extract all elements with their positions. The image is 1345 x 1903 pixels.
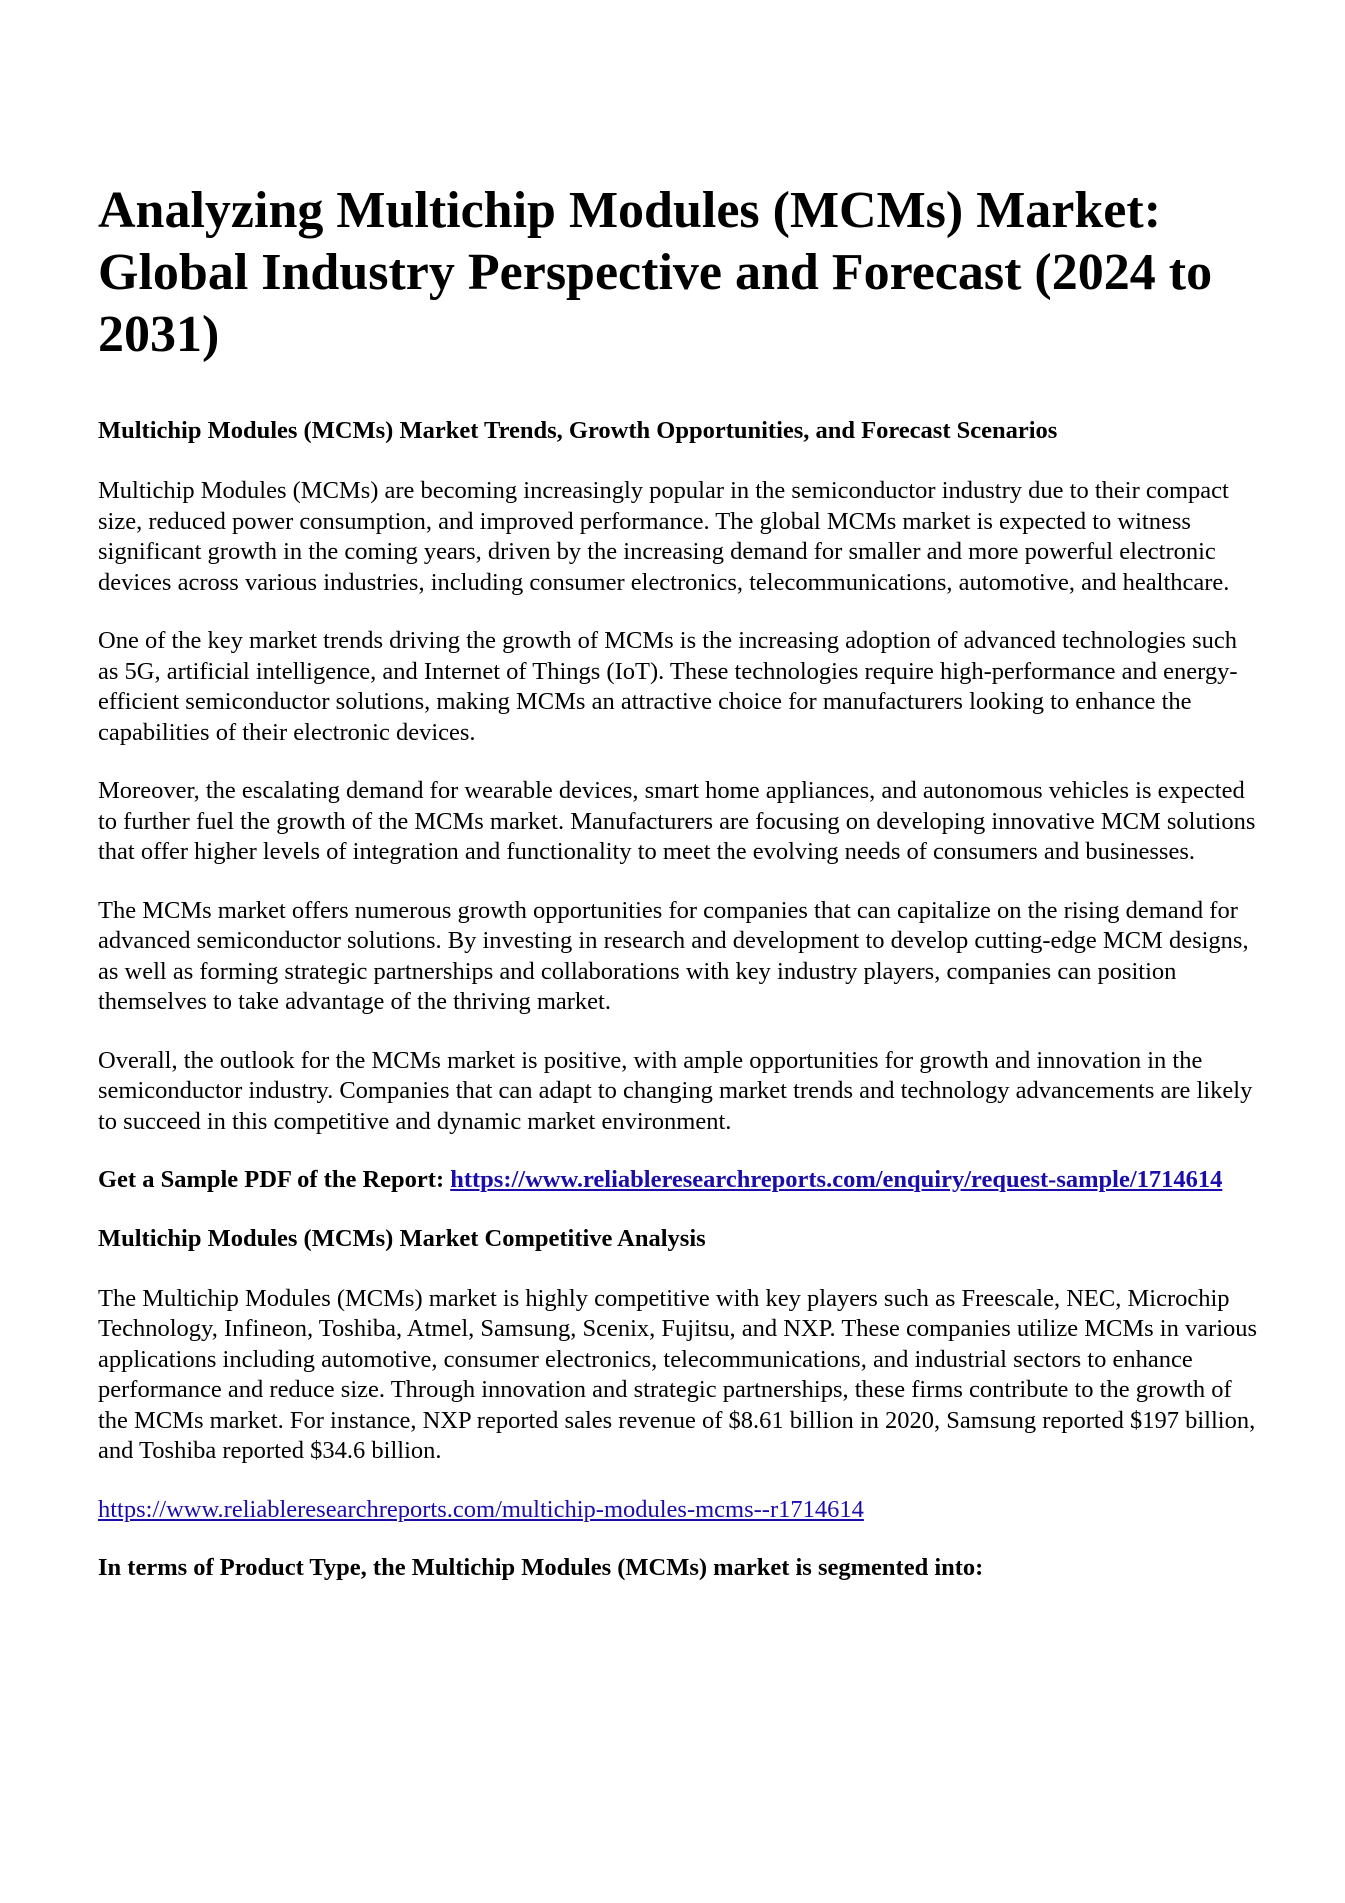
report-link-line bbox=[98, 1495, 1258, 1526]
report-link[interactable]: https://www.reliableresearchreports.com/multichip-modules-mcms--r1714614 bbox=[98, 1495, 864, 1523]
page-title: Analyzing Multichip Modules (MCMs) Market: Global Industry Perspective and Forecast (2024 to 2031) bbox=[98, 182, 1213, 363]
sample-pdf-line bbox=[98, 1165, 1258, 1196]
sample-pdf-label: Get a Sample PDF of the Report: bbox=[98, 1166, 451, 1193]
body-paragraph: One of the key market trends driving the growth of MCMs is the increasing adoption of advanced technologies such as 5G, artificial intelligence, and Internet of Things (IoT). These technologies require high-performance and energy-efficient semiconductor solutions, making MCMs an attractive choice for manufacturers looking to enhance the capabilities of their electronic devices. bbox=[98, 627, 1238, 746]
competitive-heading: Multichip Modules (MCMs) Market Competitive Analysis bbox=[98, 1224, 706, 1252]
body-paragraph: Moreover, the escalating demand for wearable devices, smart home appliances, and autonomous vehicles is expected to further fuel the growth of the MCMs market. Manufacturers are focusing on developing innovative MCM solutions that offer higher levels of integration and functionality to meet the evolving needs of consumers and businesses. bbox=[98, 777, 1256, 865]
product-type-heading: In terms of Product Type, the Multichip Modules (MCMs) market is segmented into: bbox=[98, 1554, 984, 1581]
sample-pdf-link[interactable]: https://www.reliableresearchreports.com/enquiry/request-sample/1714614 bbox=[450, 1166, 1223, 1193]
body-paragraph: Overall, the outlook for the MCMs market is positive, with ample opportunities for growth and innovation in the semiconductor industry. Companies that can adapt to changing market trends and technology advancements are likely to succeed in this competitive and dynamic market environment. bbox=[98, 1046, 1253, 1135]
body-paragraph: Multichip Modules (MCMs) are becoming increasingly popular in the semiconductor industry due to their compact size, reduced power consumption, and improved performance. The global MCMs market is expected to witness significant growth in the coming years, driven by the increasing demand for smaller and more powerful electronic devices across various industries, including consumer electronics, telecommunications, automotive, and healthcare. bbox=[98, 477, 1230, 596]
document-page bbox=[98, 180, 1258, 1613]
body-paragraph: The MCMs market offers numerous growth opportunities for companies that can capitalize on the rising demand for advanced semiconductor solutions. By investing in research and development to develop cutting-edge MCM designs, as well as forming strategic partnerships and collaborations with key industry players, companies can position themselves to take advantage of the thriving market. bbox=[98, 896, 1249, 1015]
competitive-paragraph: The Multichip Modules (MCMs) market is highly competitive with key players such as Freescale, NEC, Microchip Technology, Infineon, Toshiba, Atmel, Samsung, Scenix, Fujitsu, and NXP. These companies utilize MCMs in various applications including automotive, consumer electronics, telecommunications, and industrial sectors to enhance performance and reduce size. Through innovation and strategic partnerships, these firms contribute to the growth of the MCMs market. For instance, NXP reported sales revenue of $8.61 billion in 2020, Samsung reported $197 billion, and Toshiba reported $34.6 billion. bbox=[98, 1284, 1258, 1464]
trends-heading: Multichip Modules (MCMs) Market Trends, Growth Opportunities, and Forecast Scenarios bbox=[98, 417, 1058, 444]
